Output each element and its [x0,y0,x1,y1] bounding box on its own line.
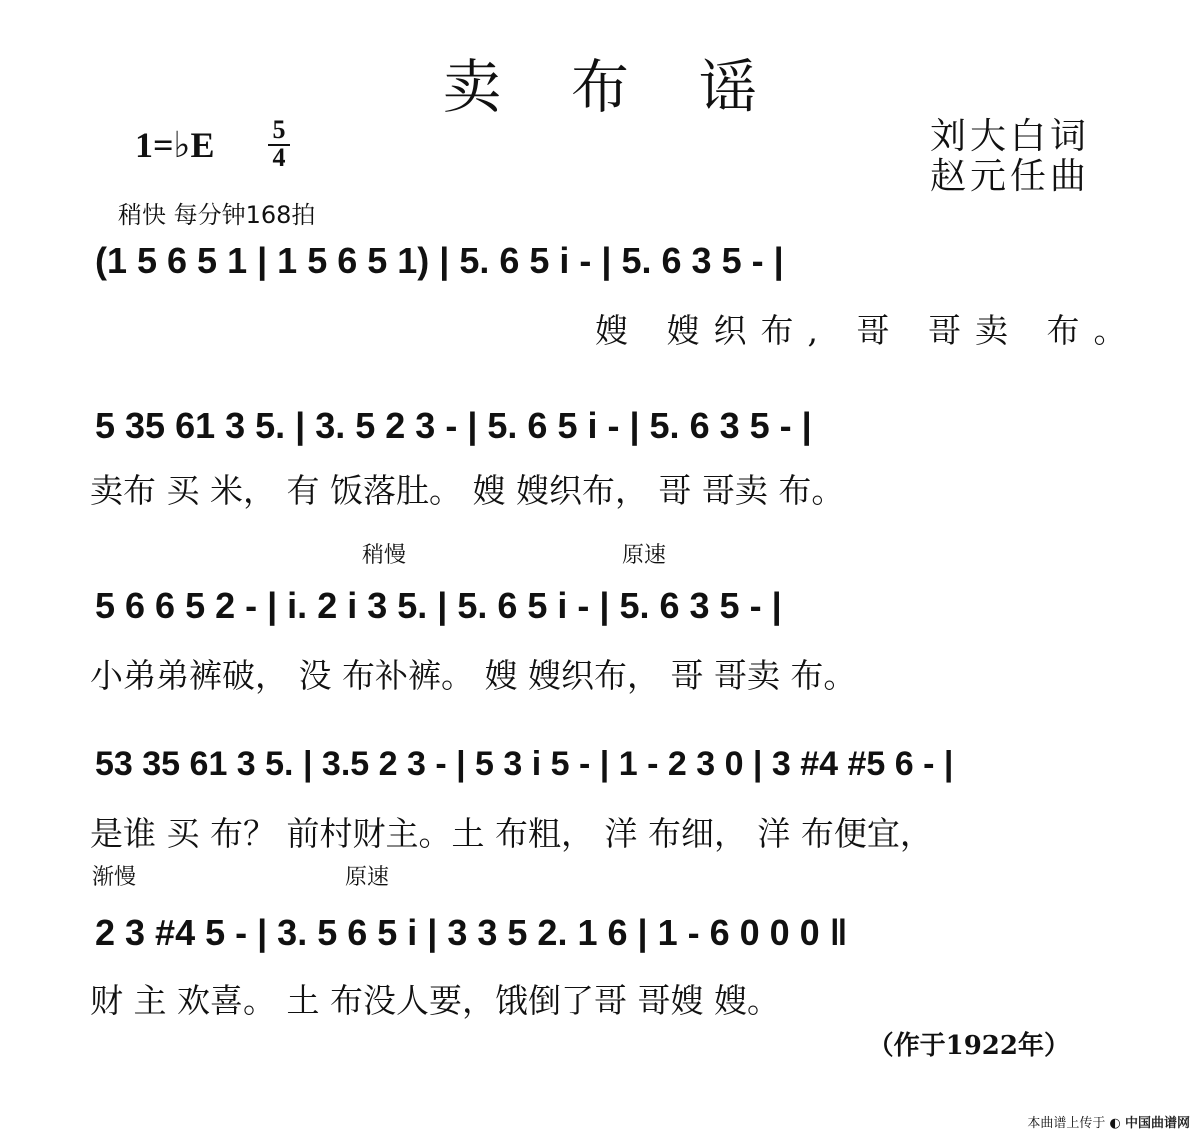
lyrics-line-4: 是谁 买 布？ 前村财主。土 布粗， 洋 布细， 洋 布便宜， [90,814,933,853]
lyrics-line-1: 嫂 嫂织布, 哥 哥卖 布。 [595,311,1141,350]
lyrics-line-5: 财 主 欢喜。 土 布没人要，饿倒了哥 哥嫂 嫂。 [90,981,780,1020]
upload-attribution [1027,1112,1190,1131]
song-title: 卖布谣 [442,53,827,121]
tempo-mark-gradually-slower: 渐慢 [92,865,137,890]
notation-line-1: (1 5 6 5 1 | 1 5 6 5 1) | 5. 6 5 i - | 5. 6 3 5 - | [95,240,784,281]
lyricist-credit: 刘大白词 [929,116,1090,157]
time-signature [268,115,290,172]
meter-bottom: 4 [272,143,286,172]
notation-line-2: 5 35 61 3 5. | 3. 5 2 3 - | 5. 6 5 i - | 5. 6 3 5 - | [95,405,812,446]
site-name[interactable]: 中国曲谱网 [1124,1116,1190,1131]
lyrics-line-3: 小弟弟裤破， 没 布补裤。 嫂 嫂织布， 哥 哥卖 布。 [90,656,857,695]
notation-line-5: 2 3 #4 5 - | 3. 5 6 5 i | 3 3 5 2. 1 6 | 1 - 6 0 0 0 ‖ [95,912,848,953]
tempo-mark-original: 原速 [622,543,667,568]
tempo-mark-original-2: 原速 [345,865,390,890]
lyrics-line-2: 卖布 买 米， 有 饭落肚。 嫂 嫂织布， 哥 哥卖 布。 [90,471,845,510]
notation-line-4: 53 35 61 3 5. | 3.5 2 3 - | 5 3 i 5 - | 1 - 2 3 0 | 3 #4 #5 6 - | [95,745,954,783]
composition-date-note: （作于1922年） [867,1031,1070,1061]
upload-text: 本曲谱上传于 [1027,1116,1106,1131]
composer-credit: 赵元任曲 [929,156,1090,197]
notation-line-3: 5 6 6 5 2 - | i. 2 i 3 5. | 5. 6 5 i - | 5. 6 3 5 - | [95,585,782,626]
tempo-mark-slower: 稍慢 [362,543,407,568]
tempo-marking: 稍快 每分钟168拍 [118,201,316,229]
site-logo-icon: ◐ [1109,1116,1121,1131]
meter-top: 5 [272,115,286,144]
key-signature: 1=♭E [135,125,215,165]
